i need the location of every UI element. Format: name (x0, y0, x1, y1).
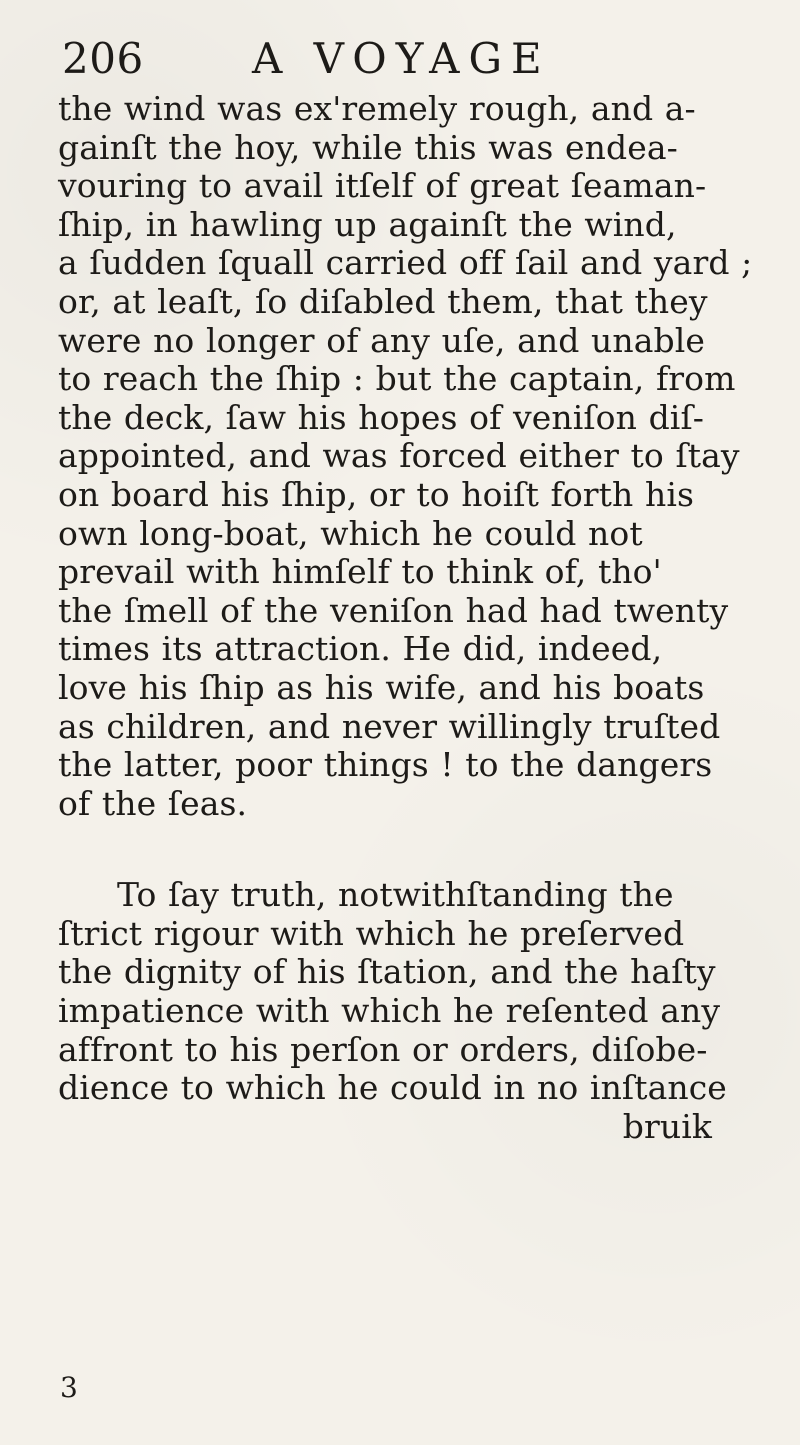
text-line: or, at leaſt, ſo diſabled them, that they (58, 281, 708, 321)
text-line: affront to his perſon or orders, diſobe- (58, 1029, 708, 1069)
page-header (0, 34, 800, 94)
text-line: on board his ſhip, or to hoiſt forth his (58, 474, 695, 514)
text-line: prevail with himſelf to think of, tho' (58, 552, 662, 592)
catchword: bruik (622, 1106, 712, 1146)
text-line: were no longer of any uſe, and unable (58, 320, 706, 360)
text-line: of the ſeas. (58, 783, 248, 823)
text-line: as children, and never willingly truſted (58, 706, 721, 746)
paragraph-gap (58, 823, 744, 876)
text-line: impatience with which he reſented any (58, 991, 721, 1031)
text-line: ſtrict rigour with which he preſerved (58, 913, 685, 953)
signature-mark: 3 (60, 1371, 78, 1404)
text-line: appointed, and was forced either to ſtay (58, 436, 740, 476)
text-line: the wind was ex'remely rough, and a- (58, 89, 696, 128)
text-line: dience to which he could in no inſtance (58, 1068, 727, 1108)
body-text (58, 89, 753, 1146)
text-line: To ſay truth, notwithſtanding the (117, 875, 674, 915)
text-line: a ſudden ſquall carried off ſail and yard ; (58, 243, 753, 283)
text-line: the ſmell of the veniſon had had twenty (58, 590, 729, 630)
text-line: ſhip, in hawling up againſt the wind, (58, 204, 677, 244)
text-line: love his ſhip as his wife, and his boats (58, 667, 705, 707)
text-line: times its attraction. He did, indeed, (58, 629, 663, 669)
text-line: to reach the ſhip : but the captain, from (58, 359, 736, 399)
text-line: the latter, poor things ! to the dangers (58, 745, 713, 785)
text-line: own long-boat, which he could not (58, 513, 643, 553)
text-line: gainſt the hoy, while this was endea- (58, 127, 678, 167)
text-line: the deck, ſaw his hopes of veniſon diſ- (58, 397, 705, 437)
page-number: 206 (62, 34, 144, 83)
running-head: A VOYAGE (252, 34, 551, 83)
text-line: vouring to avail itſelf of great ſeaman- (58, 166, 707, 206)
text-line: the dignity of his ſtation, and the haſty (58, 952, 716, 992)
